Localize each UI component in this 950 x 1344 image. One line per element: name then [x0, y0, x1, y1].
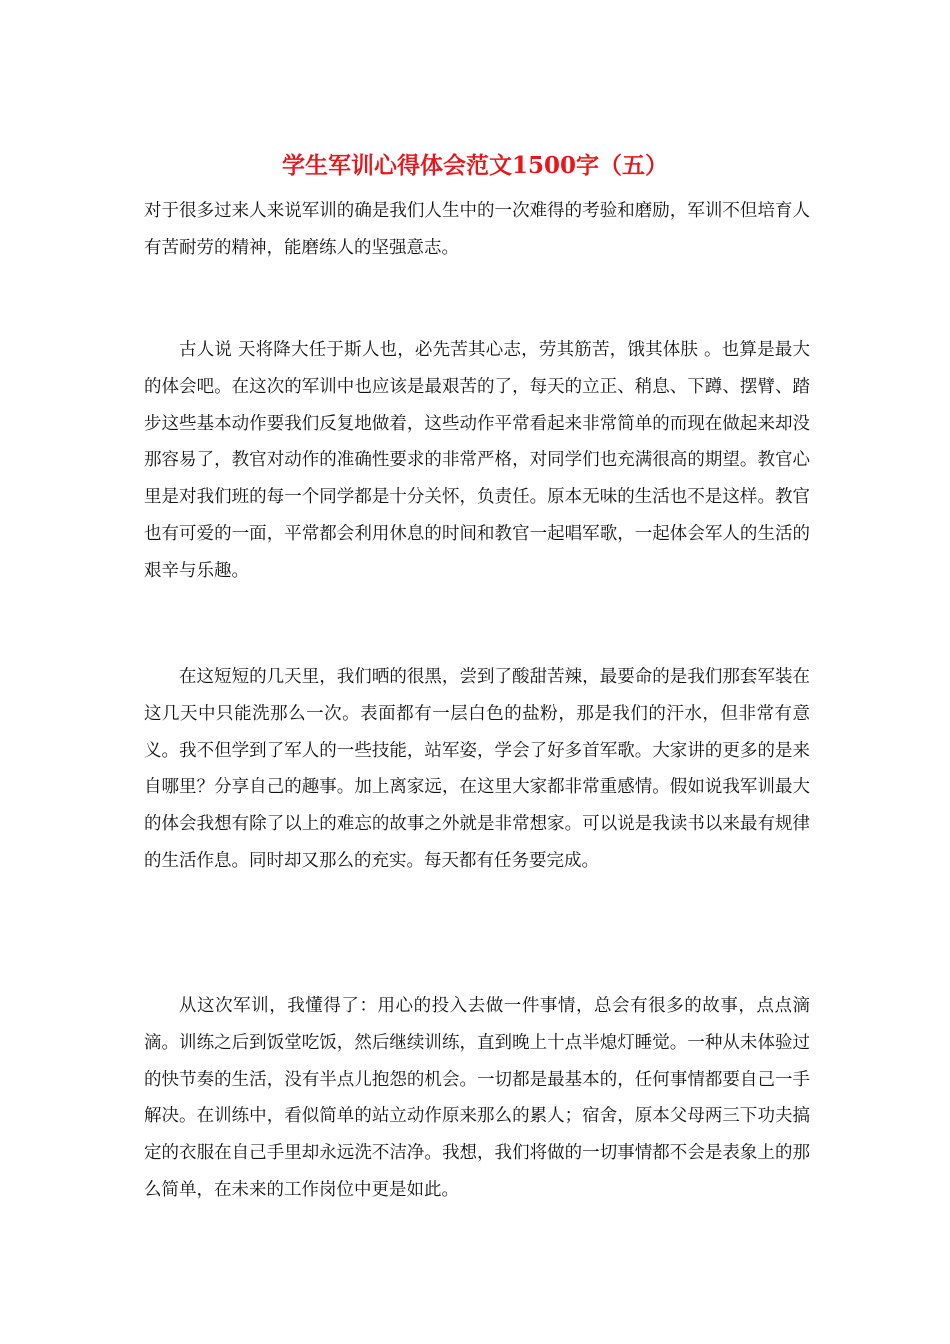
paragraph-intro: 对于很多过来人来说军训的确是我们人生中的一次难得的考验和磨励，军训不但培育人有苦耐劳的精神，能磨练人的坚强意志。: [144, 201, 810, 258]
paragraph-few-days: 在这短短的几天里，我们晒的很黑，尝到了酸甜苦辣，最要命的是我们那套军装在这几天中只能洗那么一次。表面都有一层白色的盐粉，那是我们的汗水，但非常有意义。我不但学到了军人的一些技能，站军姿，学会了好多首军歌。大家讲的更多的是来自哪里？分享自己的趣事。加上离家远，在这里大家都非常重感情。假如说我军训最大的体会我想有除了以上的难忘的故事之外就是非常想家。可以说是我读书以来最有规律的生活作息。同时却又那么的充实。每天都有任务要完成。: [144, 667, 810, 871]
document-title: 学生军训心得体会范文1500字（五）: [281, 152, 668, 179]
paragraph-lessons-learned: 从这次军训，我懂得了：用心的投入去做一件事情，总会有很多的故事，点点滴滴。训练之后到饭堂吃饭，然后继续训练，直到晚上十点半熄灯睡觉。一种从未体验过的快节奏的生活，没有半点儿抱怨的机会。一切都是最基本的，任何事情都要自己一手解决。在训练中，看似简单的站立动作原来那么的累人；宿舍，原本父母两三下功夫搞定的衣服在自己手里却永远洗不洁净。我想，我们将做的一切事情都不会是表象上的那么简单，在未来的工作岗位中更是如此。: [144, 996, 810, 1200]
paragraph-ancient-saying: 古人说 天将降大任于斯人也，必先苦其心志，劳其筋苦，饿其体肤 。也算是最大的体会吧。在这次的军训中也应该是最艰苦的了，每天的立正、稍息、下蹲、摆臂、踏步这些基本动作要我们反复地做着，这些动作平常看起来非常简单的而现在做起来却没那容易了，教官对动作的准确性要求的非常严格，对同学们也充满很高的期望。教官心里是对我们班的每一个同学都是十分关怀，负责任。原本无味的生活也不是这样。教官也有可爱的一面，平常都会利用休息的时间和教官一起唱军歌，一起体会军人的生活的艰辛与乐趣。: [144, 340, 810, 581]
